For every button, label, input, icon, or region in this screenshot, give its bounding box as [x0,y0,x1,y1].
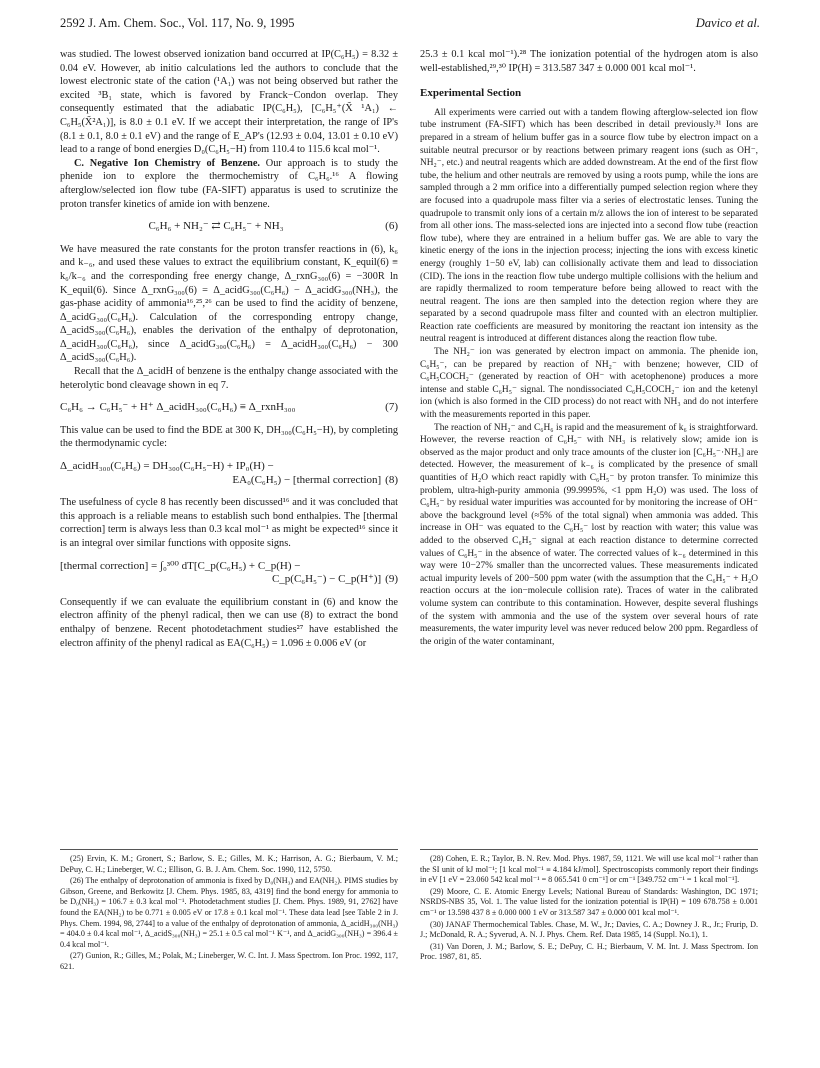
paragraph: 25.3 ± 0.1 kcal mol⁻¹).²⁸ The ionization potential of the hydrogen atom is also well-established,²⁹,³⁰ IP(H) = 313.587 347 ± 0.000 001 kcal mol⁻¹. [420,49,758,74]
footnotes-left [60,854,398,974]
paragraph: Consequently if we can evaluate the equilibrium constant in (6) and know the electron affinity of the phenyl radical, then we can use (8) to extract the bond enthalpy of benzene. Recent photodetachment studies²⁷ have established the electron affinity of the phenyl radical as EA(C₆H₅) = 1.096 ± 0.006 eV (or [60,596,398,649]
footnote: (25) Ervin, K. M.; Gronert, S.; Barlow, S. E.; Gilles, M. K.; Harrison, A. G.; Bierbaum, V. M.; DePuy, C. H.; Lineberger, W. C.; Ellison, G. B. J. Am. Chem. Soc. 1990, 112, 5750. [60,854,398,874]
equation-9-number: (9) [385,573,398,586]
equation-8-number: (8) [385,473,398,486]
equation-8 [60,460,398,487]
right-column [420,48,758,648]
equation-6-body: C₆H₆ + NH₂⁻ ⇄ C₆H₅⁻ + NH₃ [148,220,284,233]
equation-7 [60,401,398,415]
journal-citation: 2592 J. Am. Chem. Soc., Vol. 117, No. 9, 1995 [60,16,295,30]
section-c-body: Our approach is to study the phenide ion to explore the thermochemistry of C₆H₆.¹⁶ A flowing afterglow/selected ion flow tube (FA-SIFT) apparatus is used to scrutinize the proton transfer kinetics of amide ion with benzene. [60,157,399,210]
paragraph: The NH₂⁻ ion was generated by electron impact on ammonia. The phenide ion, C₆H₅⁻, can be prepared by reaction of NH₂⁻ with benzene; however, CID of C₆H₅COCH₂⁻ (generated by reaction of OH⁻ with acetophenone) produces a more intense and stable C₆H₅⁻ signal. The nondissociated C₆H₅COCH₂⁻ ion and the ketenyl ion (which is also formed in the CID process) do not react with NH₃ and do not interfere with the measurements reported in this paper. [420,347,758,421]
equation-9 [60,560,398,587]
section-c-title: C. Negative Ion Chemistry of Benzene. [74,157,261,169]
footnote: (26) The enthalpy of deprotonation of ammonia is fixed by D₀(NH₃) and EA(NH₂). PIMS studies by Gibson, Greene, and Berkowitz [J. Chem. Phys. 1985, 83, 4319] find the bond energy for ammonia to be D₀(NH₃) = 106.7 ± 0.3 kcal mol⁻¹. Photodetachment studies [J. Chem. Phys. 1989, 91, 2762] have found the EA(NH₂) to be 0.771 ± 0.005 eV or 17.8 ± 0.1 kcal mol⁻¹. These data lead [see Table 2 in J. Phys. Chem. 1994, 98, 2744] to a value of the enthalpy of deprotonation of ammonia, Δ_acidH₃₀₀(NH₃) = 404.0 ± 0.4 kcal mol⁻¹, Δ_acidS₃₀₀(NH₃) = 25.1 ± 0.5 cal mol⁻¹ K⁻¹, and Δ_acidG₃₀₀(NH₃) = 396.4 ± 0.4 kcal mol⁻¹. [60,876,398,949]
footnote: (28) Cohen, E. R.; Taylor, B. N. Rev. Mod. Phys. 1987, 59, 1121. We will use kcal mol⁻¹ rather than the SI unit of kJ mol⁻¹; [1 kcal mol⁻¹ ≡ 4.184 kJ/mol]. Spectroscopists commonly report their findings in eV [1 eV = 23.060 542 kcal mol⁻¹ = 8 065.541 0 cm⁻¹] or cm⁻¹ [349.752 cm⁻¹ = 1 kcal mol⁻¹]. [420,854,758,885]
footnote: (31) Van Doren, J. M.; Barlow, S. E.; DePuy, C. H.; Bierbaum, V. M. Int. J. Mass Spectrom. Ion Proc. 1987, 81, 85. [420,941,758,962]
paragraph: We have measured the rate constants for the proton transfer reactions in (6), k₆ and k₋₆, and used these values to extract the equilibrium constant, K_equil(6) ≡ k₆/k₋₆ and the corresponding free energy change, Δ_rxnG₃₀₀(6) = −300R ln K_equil(6). Since Δ_rxnG₃₀₀(6) = Δ_acidG₃₀₀(C₆H₆) − Δ_acidG₃₀₀(NH₃), the gas-phase acidity of ammonia¹⁶,²⁵,²⁶ can be used to find the acidity of benzene, Δ_acidG₃₀₀(C₆H₆). Calculation of the corresponding entropy change, Δ_acidS₃₀₀(C₆H₆), enables the derivation of the enthalpy of deprotonation, Δ_acidH₃₀₀(C₆H₆), since Δ_acidG₃₀₀(C₆H₆) = Δ_acidH₃₀₀(C₆H₆) − 300 Δ_acidS₃₀₀(C₆H₆). [60,243,398,364]
author-running-title: Davico et al. [695,16,760,30]
equation-7-body: C₆H₆ → C₆H₅⁻ + H⁺ Δ_acidH₃₀₀(C₆H₆) ≡ Δ_rxnH₃₀₀ [60,401,296,414]
paragraph: Recall that the Δ_acidH of benzene is the enthalpy change associated with the heterolytic bond cleavage shown in eq 7. [60,366,398,391]
equation-8-line-1: Δ_acidH₃₀₀(C₆H₆) = DH₃₀₀(C₆H₅−H) + IP₀(H) − [60,460,274,473]
equation-7-number: (7) [385,401,398,414]
footnote: (29) Moore, C. E. Atomic Energy Levels; National Bureau of Standards: Washington, DC 1971; NSRDS-NBS 35, Vol. 1. The value listed for the ionization potential is IP(H) = 109 678.758 ± 0.001 cm⁻¹ or 13.598 437 8 ± 0.000 000 1 eV or 313.587 347 ± 0.000 001 kcal mol⁻¹. [420,886,758,917]
paragraph: The usefulness of cycle 8 has recently been discussed¹⁶ and it was concluded that this approach is a reliable means to establish such bond enthalpies. The [thermal correction] term is always less than 0.3 kcal mol⁻¹ as might be expected¹⁶ since it is an integral over similar functions with opposite signs. [60,497,398,549]
paragraph: The reaction of NH₂⁻ and C₆H₆ is rapid and the measurement of k₆ is straightforward. However, the reverse reaction of C₆H₅⁻ with NH₃ is relatively slow; amide ion is observed as the major product and only trace amounts of the cluster ion [C₆H₅⁻·NH₃] are detected. However, the measurement of k₋₆ is complicated by the presence of small quantities of H₂O which react rapidly with C₆H₅⁻ by proton transfer. To minimize this problem, ultra-high-purity ammonia (99.9995%, <1 ppm H₂O) was used. The loss of C₆H₅⁻ by residual water impurities was accounted for by monitoring the increase of OH⁻ above the background level (≈5% of the total signal) when ammonia was added. This increase in OH⁻ was equated to the C₆H₅⁻ lost by reaction with water; this value was added to the observed C₆H₅⁻ signal at each reaction distance to determine corrected values of C₆H₅⁻ in the absence of water. The corrected values of k₋₆ determined in this way were 10−27% smaller than the uncorrected values. These measurements indicated actual impurity levels of 200−500 ppm water (with the assumption that the C₆H₅⁻ + H₂O reaction occurs at the ion−molecule collision rate). Traces of water in the calibrated volume system can contribute to this contamination. However, despite several flushings of the system with ammonia and the use of the system over several hours of rate measurements, the water impurity level was never reduced below 200 ppm. Regardless of the origin of the water contaminant, [420,422,758,647]
equation-6 [60,220,398,234]
paragraph: This value can be used to find the BDE at 300 K, DH₃₀₀(C₆H₅−H), by completing the thermodynamic cycle: [60,424,398,450]
paragraph: All experiments were carried out with a tandem flowing afterglow-selected ion flow tube instrument (FA-SIFT) which has been described in detail previously.³¹ Ions are prepared in a stream of helium buffer gas in a source flow tube by electron impact on a suitable neutral precursor or by reactions between primary reagent ions (such as OH⁻, NH₂⁻, etc.) and neutral reagents which are added downstream. At the end of the first flow tube, the helium and other neutrals are removed by using a roots pump, while the ions are sampled through a 2 mm orifice into a differentially pumped selection region where they are focused into a quadrupole mass filter via a series of electrostatic lenses. Tuning the quadrupole to transmit only ions of a certain m/z allows the ion of interest to be separated from all other ions. The mass-selected ions are injected into a second flow tube (reaction flow tube), where they are entrained in a helium buffer gas. We are able to vary the kinetic energy of the ions in the injection process; injecting the ions with excess kinetic energy (roughly 1−50 eV, lab) can collisionally activate them and lead to dissociation (CID). The ions in the reaction flow tube undergo multiple collisions with the helium and are rapidly thermalized to room temperature before being allowed to react with the neutral reagent. The ions are then sampled into the detection region where they are separated by a second quadrupole mass filter and counted with an electron multiplier. Reaction rate coefficients are measured by monitoring the reactant ion intensity as the neutral reagent is introduced at different distances along the reaction flow tube. [420,107,758,345]
footnote-divider-left [60,849,398,850]
footnote-divider-right [420,849,758,850]
footnote: (27) Gunion, R.; Gilles, M.; Polak, M.; Lineberger, W. C. Int. J. Mass Spectrom. Ion Proc. 1992, 117, 621. [60,951,398,971]
section-heading: Experimental Section [420,87,522,100]
equation-9-line-1: [thermal correction] = ∫₀³⁰⁰ dT[C_p(C₆H₅) + C_p(H) − [60,559,301,572]
paragraph: was studied. The lowest observed ionization band occurred at IP(C₆H₅) = 8.32 ± 0.04 eV. However, ab initio calculations led the authors to conclude that the lowest electronic state of the cation (¹A₁) was not being observed but rather the excited ³B₁ state, which is favored by Franck−Condon overlap. They consequently estimated that the adiabatic IP(C₆H₅), [C₆H₅⁺(X̃ ¹A₁) ← C₆H₅(X̃²A₁)], is 8.0 ± 0.1 eV. If we accept their interpretation, the range of IP's (8.1 ± 0.1, 8.0 ± 0.1 eV) and the range of E_AP's (12.93 ± 0.04, 13.01 ± 0.10 eV) lead to a range of bond energies D₀(C₆H₅−H) from 110.4 to 115.6 kcal mol⁻¹. [60,49,398,156]
section-c-paragraph [60,157,398,211]
equation-6-number: (6) [385,220,398,233]
footnote: (30) JANAF Thermochemical Tables. Chase, M. W., Jr.; Davies, C. A.; Downey J. R., Jr.; Frurip, D. J.; McDonald, R. A.; Syverud, A. N. J. Phys. Chem. Ref. Data 1985, 14 (Suppl. No.1), 1. [420,919,758,940]
footnotes-right [420,854,758,964]
equation-8-line-2: EA₀(C₆H₅) − [thermal correction] [232,473,382,486]
left-column [60,48,398,650]
equation-9-line-2: C_p(C₆H₅⁻) − C_p(H⁺)] [271,573,382,586]
